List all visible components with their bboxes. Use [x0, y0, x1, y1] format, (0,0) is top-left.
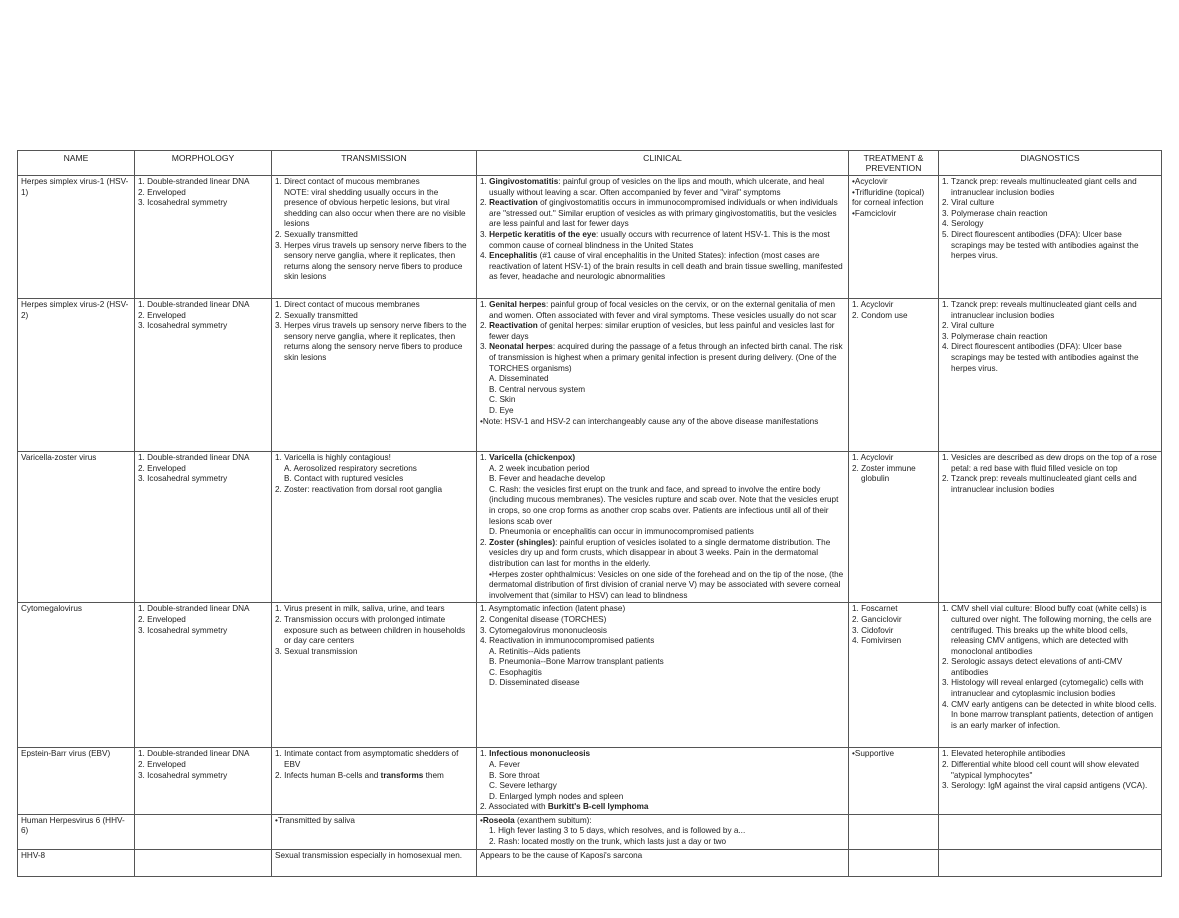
clinical-note: •Note: HSV-1 and HSV-2 can interchangeably cause any of the above disease manifestations: [480, 416, 819, 426]
clinical-item: 1. Infectious mononucleosis: [480, 749, 591, 759]
transmission-item: 1. Direct contact of mucous membranes: [275, 300, 420, 309]
treatment-item: 1. Foscarnet: [852, 604, 898, 614]
header-row: [18, 151, 1162, 176]
clinical-subitem: C. Rash: the vesicles first erupt on the trunk and face, and spread to involve the entire body (including mucous membranes). The vesicles rupture and scab over. Note that the vesicles erupt in crops, so one crop forms as another crop scabs over. Patients are infectious until all of their lesions scab over: [489, 484, 839, 526]
clinical-cell: [477, 176, 849, 299]
morphology-cell: [135, 603, 272, 748]
diagnostics-item: 2. Serologic assays detect elevations of anti-CMV antibodies: [942, 657, 1123, 677]
morphology-item: 3. Icosahedral symmetry: [138, 625, 228, 635]
morphology-item: 1. Double-stranded linear DNA: [138, 453, 250, 462]
diagnostics-item: 4. Serology: [942, 219, 984, 229]
clinical-item: 1. Asymptomatic infection (latent phase): [480, 604, 626, 614]
virus-name: Herpes simplex virus-2 (HSV-2): [18, 299, 135, 452]
morphology-cell: [135, 299, 272, 452]
treatment-item: •Supportive: [852, 749, 895, 759]
morphology-item: 3. Icosahedral symmetry: [138, 770, 228, 780]
clinical-subitem: 2. Rash: located mostly on the trunk, which lasts just a day or two: [489, 837, 727, 847]
treatment-cell: [849, 603, 939, 748]
treatment-item: 1. Acyclovir: [852, 453, 894, 462]
diagnostics-cell: [939, 748, 1162, 815]
clinical-item: 1. Gingivostomatitis: painful group of vesicles on the lips and mouth, which ulcerate, and heal usually without leaving a scar. Often accompanied by fever and "viral" symptoms: [480, 177, 825, 197]
clinical-item: 1. Varicella (chickenpox): [480, 453, 576, 462]
header-name: NAME: [18, 151, 135, 176]
clinical-item: 2. Reactivation of gingivostomatitis occurs in immunocompromised individuals or when individuals are "stressed out." Similar eruption of vesicles as with primary gingivostomatitis, but the vesicles are less painful and last for fewer days: [480, 198, 838, 229]
diagnostics-item: 2. Tzanck prep: reveals multinucleated giant cells and intranuclear inclusion bodies: [942, 474, 1137, 494]
clinical-subitem: 1. High fever lasting 3 to 5 days, which resolves, and is followed by a...: [489, 826, 746, 836]
transmission-item: 3. Herpes virus travels up sensory nerve fibers to the sensory nerve ganglia, where it replicates, then returns along the sensory nerve fibers to produce skin lesions: [275, 321, 467, 362]
diagnostics-item: 2. Viral culture: [942, 321, 995, 331]
treatment-item: 3. Cidofovir: [852, 625, 894, 635]
diagnostics-item: 1. Vesicles are described as dew drops on the top of a rose petal: a red base with fluid filled vesicle on top: [942, 453, 1157, 473]
transmission-cell: [272, 452, 477, 603]
morphology-item: 2. Enveloped: [138, 463, 186, 473]
transmission-item: 2. Sexually transmitted: [275, 310, 358, 320]
table-row: [18, 603, 1162, 748]
clinical-subitem: C. Skin: [489, 395, 516, 405]
transmission-item: 2. Transmission occurs with prolonged intimate exposure such as between children in households or day care centers: [275, 614, 466, 646]
transmission-item: Sexual transmission especially in homosexual men.: [275, 850, 463, 860]
clinical-item: 3. Herpetic keratitis of the eye: usually occurs with recurrence of latent HSV-1. This is the most common cause of corneal blindness in the United States: [480, 229, 830, 250]
diagnostics-cell: [939, 176, 1162, 299]
diagnostics-cell: [939, 814, 1162, 849]
table-row: [18, 176, 1162, 299]
morphology-item: 2. Enveloped: [138, 759, 186, 769]
virus-name: Cytomegalovirus: [18, 603, 135, 748]
clinical-item: •Roseola (exanthem subitum):: [480, 815, 592, 825]
table-row: [18, 748, 1162, 815]
virus-name: Human Herpesvirus 6 (HHV-6): [18, 814, 135, 849]
morphology-item: 3. Icosahedral symmetry: [138, 321, 228, 331]
treatment-item: 2. Ganciclovir: [852, 614, 902, 624]
treatment-cell: [849, 748, 939, 815]
transmission-item: 1. Virus present in milk, saliva, urine, and tears: [275, 604, 445, 614]
morphology-cell: [135, 748, 272, 815]
virus-name: HHV-8: [18, 849, 135, 876]
clinical-subitem: A. Retinitis--Aids patients: [489, 646, 581, 656]
clinical-subitem: C. Esophagitis: [489, 667, 542, 677]
clinical-subitem: B. Fever and headache develop: [489, 474, 606, 484]
header-diagnostics: DIAGNOSTICS: [939, 151, 1162, 176]
header-transmission: TRANSMISSION: [272, 151, 477, 176]
clinical-subitem: B. Sore throat: [489, 770, 540, 780]
clinical-item: 3. Cytomegalovirus mononucleosis: [480, 625, 607, 635]
clinical-cell: [477, 452, 849, 603]
transmission-subitem: B. Contact with ruptured vesicles: [284, 474, 404, 484]
diagnostics-item: 3. Polymerase chain reaction: [942, 208, 1048, 218]
transmission-item: 1. Direct contact of mucous membranes: [275, 177, 420, 186]
diagnostics-item: 2. Differential white blood cell count will show elevated "atypical lymphocytes": [942, 759, 1139, 780]
table-row: [18, 299, 1162, 452]
diagnostics-item: 3. Serology: IgM against the viral capsid antigens (VCA).: [942, 781, 1148, 791]
clinical-item: 4. Encephalitis (#1 cause of viral encephalitis in the United States): infection (most cases are reactivation of latent HSV-1) of the brain results in cell death and brain tissue swelling, manifested as fever, headache and neurologic abnormalities: [480, 251, 843, 282]
diagnostics-item: 5. Direct flourescent antibodies (DFA): Ulcer base scrapings may be tested with antibodies against the herpes virus.: [942, 229, 1139, 261]
transmission-cell: [272, 299, 477, 452]
clinical-item: 2. Zoster (shingles): painful eruption of vesicles isolated to a single dermatome distribution. The vesicles dry up and form crusts, which disappear in about 3 weeks. Pain in the dermatomal distribution can last for months in the elderly.: [480, 537, 831, 568]
treatment-item: 2. Condom use: [852, 310, 908, 320]
diagnostics-cell: [939, 603, 1162, 748]
clinical-item: 3. Neonatal herpes: acquired during the passage of a fetus through an infected birth canal. The risk of transmission is highest when a primary genital infection is present during delivery. (One of the TORCHES organisms): [480, 342, 843, 373]
treatment-item: 2. Zoster immune globulin: [852, 463, 916, 484]
treatment-item: 4. Fomivirsen: [852, 636, 902, 646]
treatment-cell: [849, 452, 939, 603]
clinical-subitem: A. Disseminated: [489, 374, 549, 384]
treatment-item: •Famciclovir: [852, 208, 897, 218]
herpes-virus-table: [17, 150, 1162, 877]
transmission-cell: [272, 849, 477, 876]
clinical-cell: [477, 603, 849, 748]
transmission-item: 1. Varicella is highly contagious!: [275, 453, 391, 462]
morphology-item: 1. Double-stranded linear DNA: [138, 604, 250, 614]
morphology-item: 2. Enveloped: [138, 187, 186, 197]
clinical-cell: [477, 849, 849, 876]
header-clinical: CLINICAL: [477, 151, 849, 176]
clinical-subitem: B. Pneumonia--Bone Marrow transplant patients: [489, 657, 664, 667]
transmission-item: •Transmitted by saliva: [275, 815, 355, 825]
treatment-cell: [849, 849, 939, 876]
header-morphology: MORPHOLOGY: [135, 151, 272, 176]
transmission-cell: [272, 814, 477, 849]
clinical-subitem: D. Eye: [489, 405, 514, 415]
diagnostics-cell: [939, 849, 1162, 876]
clinical-item: 1. Genital herpes: painful group of focal vesicles on the cervix, or on the external genitalia of men and women. Often associated with fever and viral symptoms. These vesicles usually do not scar: [480, 300, 837, 320]
clinical-item: 4. Reactivation in immunocompromised patients: [480, 636, 655, 646]
transmission-item: 2. Infects human B-cells and transforms them: [275, 770, 444, 780]
morphology-item: 1. Double-stranded linear DNA: [138, 300, 250, 309]
diagnostics-item: 2. Viral culture: [942, 198, 995, 208]
virus-name: Varicella-zoster virus: [18, 452, 135, 603]
morphology-item: 2. Enveloped: [138, 614, 186, 624]
clinical-item: 2. Associated with Burkitt's B-cell lymphoma: [480, 802, 649, 812]
transmission-item: 2. Zoster: reactivation from dorsal root ganglia: [275, 484, 443, 494]
treatment-cell: [849, 299, 939, 452]
transmission-cell: [272, 603, 477, 748]
clinical-cell: [477, 748, 849, 815]
header-treatment: TREATMENT & PREVENTION: [849, 151, 939, 176]
diagnostics-cell: [939, 452, 1162, 603]
transmission-subitem: A. Aerosolized respiratory secretions: [284, 463, 417, 473]
clinical-item: 2. Reactivation of genital herpes: similar eruption of vesicles, but less painful and vesicles last for fewer days: [480, 321, 835, 341]
diagnostics-item: 3. Histology will reveal enlarged (cytomegalic) cells with intranuclear and cytoplasmic inclusion bodies: [942, 678, 1144, 699]
table-row: [18, 814, 1162, 849]
transmission-cell: [272, 176, 477, 299]
treatment-item: •Trifluridine (topical) for corneal infection: [852, 187, 925, 208]
diagnostics-item: 1. Tzanck prep: reveals multinucleated giant cells and intranuclear inclusion bodies: [942, 300, 1137, 320]
transmission-item: 3. Sexual transmission: [275, 646, 358, 656]
morphology-item: 1. Double-stranded linear DNA: [138, 177, 250, 186]
transmission-item: 2. Sexually transmitted: [275, 229, 358, 239]
clinical-subitem: D. Disseminated disease: [489, 678, 580, 688]
treatment-item: •Acyclovir: [852, 177, 888, 186]
treatment-cell: [849, 814, 939, 849]
diagnostics-cell: [939, 299, 1162, 452]
clinical-subitem: D. Pneumonia or encephalitis can occur in immunocompromised patients: [489, 527, 754, 537]
virus-name: Herpes simplex virus-1 (HSV-1): [18, 176, 135, 299]
diagnostics-item: 1. CMV shell vial culture: Blood buffy coat (white cells) is cultured over night. The following morning, the cells are centrifuged. This breaks up the white blood cells, releasing CMV antigens, which are detected with monoclonal antibodies: [942, 604, 1152, 656]
clinical-item: Appears to be the cause of Kaposi's sarcona: [480, 850, 643, 860]
morphology-cell: [135, 176, 272, 299]
clinical-cell: [477, 299, 849, 452]
transmission-item: 1. Intimate contact from asymptomatic shedders of EBV: [275, 749, 459, 769]
transmission-item: 3. Herpes virus travels up sensory nerve fibers to the sensory nerve ganglia, where it replicates, then returns along the sensory nerve fibers to produce skin lesions: [275, 240, 467, 282]
clinical-cell: [477, 814, 849, 849]
treatment-cell: [849, 176, 939, 299]
clinical-subitem: A. 2 week incubation period: [489, 463, 590, 473]
diagnostics-item: 1. Tzanck prep: reveals multinucleated giant cells and intranuclear inclusion bodies: [942, 177, 1137, 197]
morphology-cell: [135, 849, 272, 876]
clinical-item: 2. Congenital disease (TORCHES): [480, 614, 607, 624]
clinical-subitem: D. Enlarged lymph nodes and spleen: [489, 791, 624, 801]
morphology-item: 3. Icosahedral symmetry: [138, 474, 228, 484]
table-row: [18, 452, 1162, 603]
diagnostics-item: 1. Elevated heterophile antibodies: [942, 749, 1066, 759]
morphology-cell: [135, 452, 272, 603]
clinical-note: •Herpes zoster ophthalmicus: Vesicles on one side of the forehead and on the tip of the nose, (the dermatomal distribution of first division of cranial nerve V) may be associated with severe corneal involvement that (similar to HSV) can lead to blindness: [489, 569, 844, 600]
morphology-item: 1. Double-stranded linear DNA: [138, 749, 250, 759]
virus-name: Epstein-Barr virus (EBV): [18, 748, 135, 815]
diagnostics-item: 4. CMV early antigens can be detected in white blood cells. In bone marrow transplant patients, detection of antigen is an early marker of infection.: [942, 699, 1157, 730]
morphology-item: 2. Enveloped: [138, 310, 186, 320]
morphology-cell: [135, 814, 272, 849]
diagnostics-item: 3. Polymerase chain reaction: [942, 331, 1048, 341]
transmission-cell: [272, 748, 477, 815]
treatment-item: 1. Acyclovir: [852, 300, 894, 309]
clinical-subitem: B. Central nervous system: [489, 384, 586, 394]
table-row: [18, 849, 1162, 876]
morphology-item: 3. Icosahedral symmetry: [138, 198, 228, 208]
clinical-subitem: A. Fever: [489, 759, 520, 769]
transmission-note: NOTE: viral shedding usually occurs in the presence of obvious herpetic lesions, but viral shedding can also occur when there are no visible lesions: [284, 187, 466, 229]
diagnostics-item: 4. Direct flourescent antibodies (DFA): Ulcer base scrapings may be tested with antibodies against the herpes virus.: [942, 342, 1139, 373]
clinical-subitem: C. Severe lethargy: [489, 781, 557, 791]
